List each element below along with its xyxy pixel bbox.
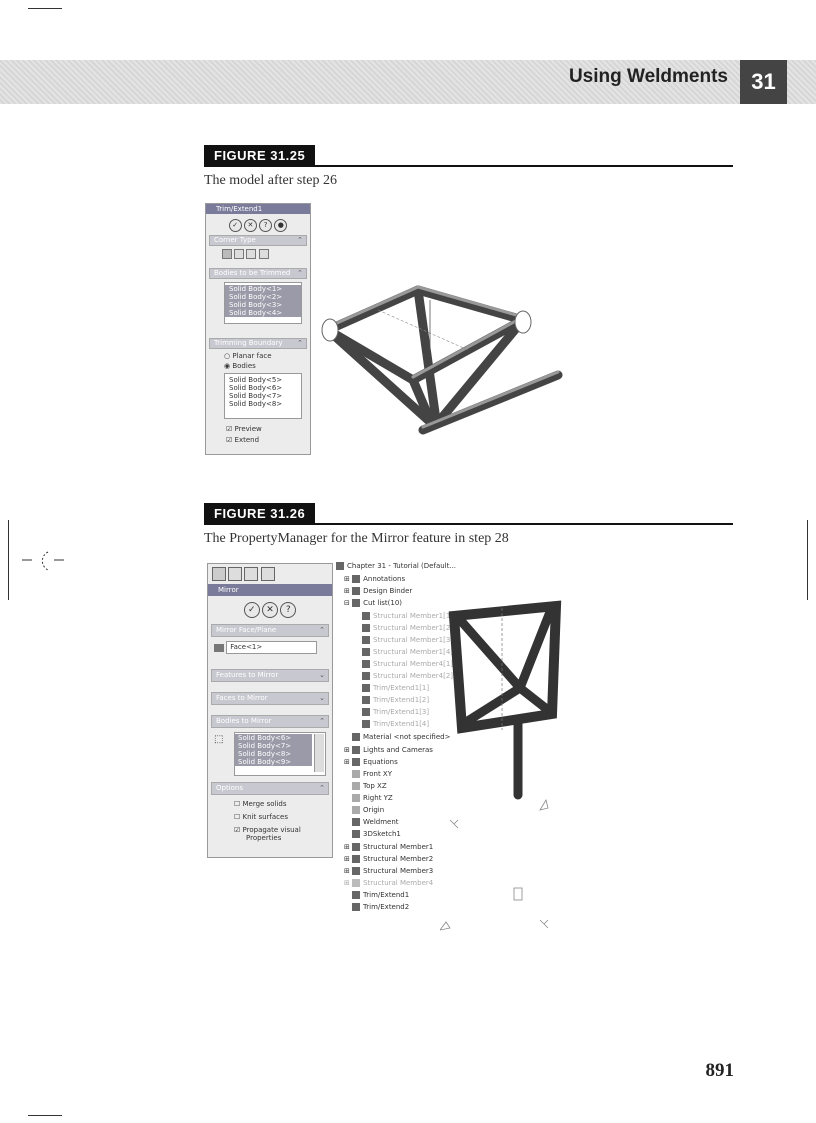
solid-body-icon [362,660,370,668]
tree-item-structural-member[interactable]: ⊞ Structural Member1 [344,843,434,851]
chapter-title: Using Weldments [568,66,728,87]
list-item[interactable]: Solid Body<9> [235,758,312,766]
chevron-up-icon: ⌃ [297,339,303,347]
checkbox-extend[interactable]: ☑ Extend [226,436,260,444]
tree-item[interactable]: Structural Member1[2] [362,623,453,633]
end-butt1-icon[interactable] [246,249,256,259]
crop-mark [807,520,808,600]
tree-item[interactable]: Trim/Extend1[4] [362,719,429,729]
figure-caption: The PropertyManager for the Mirror feature in step 28 [204,531,509,546]
chevron-up-icon: ⌃ [319,626,325,634]
bodies-to-mirror-list[interactable] [234,732,326,776]
solid-body-icon [362,672,370,680]
mirror-model-view [440,600,570,940]
list-item[interactable]: Solid Body<8> [229,400,283,408]
figure-rule [314,523,733,525]
crop-mark [28,1115,62,1116]
mirror-face-row [208,637,332,655]
origin-icon [352,806,360,814]
group-options[interactable]: Options ⌃ [211,782,329,795]
tree-item-annotations[interactable]: ⊞ Annotations [344,575,406,583]
property-manager-tab-icon[interactable] [228,567,242,581]
ok-cancel-row [206,214,310,235]
crop-mark [8,520,9,600]
checkbox-merge-solids[interactable]: ☐ Merge solids [234,800,287,808]
tree-item-trim-extend[interactable]: Trim/Extend1 [352,890,409,900]
cancel-button[interactable]: ✕ [244,219,257,232]
tree-item-design-binder[interactable]: ⊞ Design Binder [344,587,413,595]
trim-extend-propertymanager [205,203,311,455]
tree-item-structural-member[interactable]: ⊞ Structural Member4 [344,879,434,887]
cancel-button[interactable]: ✕ [262,602,278,618]
tree-item-material[interactable]: Material <not specified> [352,732,450,742]
radio-planar-face[interactable]: ○ Planar face [224,352,272,360]
figure-label: FIGURE 31.25 [204,145,315,167]
bodies-to-trim-list[interactable] [224,282,302,324]
list-item[interactable]: Solid Body<4> [225,309,301,317]
corner-type-buttons [206,246,310,264]
solid-body-icon [362,624,370,632]
tree-item-front-plane[interactable]: Front XY [352,769,392,779]
solid-body-icon: ⬚ [214,734,224,745]
chevron-down-icon: ⌄ [319,694,325,702]
structural-member-icon [352,879,360,887]
manager-tabs [208,564,332,584]
tree-item[interactable]: Trim/Extend1[1] [362,683,429,693]
figure-caption: The model after step 26 [204,173,337,188]
structural-member-icon [352,843,360,851]
chapter-number-badge: 31 [740,60,787,104]
tree-item-3dsketch[interactable]: 3DSketch1 [352,829,401,839]
radio-bodies[interactable]: ◉ Bodies [224,362,256,370]
solid-body-icon [362,684,370,692]
material-icon [352,733,360,741]
annotations-icon [352,575,360,583]
equations-icon [352,758,360,766]
boundary-list[interactable] [224,373,302,419]
list-item[interactable]: Solid Body<1> [225,285,301,293]
figure-rule [314,165,733,167]
tree-item-lights[interactable]: ⊞ Lights and Cameras [344,746,433,754]
group-bodies-to-trim[interactable]: Bodies to be Trimmed ⌃ [209,268,307,279]
crop-mark [28,8,62,9]
plane-icon [352,770,360,778]
structural-member-icon [352,867,360,875]
structural-member-icon [352,855,360,863]
end-butt2-icon[interactable] [259,249,269,259]
list-item[interactable]: Solid Body<3> [225,301,301,309]
chevron-up-icon: ⌃ [297,236,303,244]
list-item[interactable]: Solid Body<6> [235,734,312,742]
face-selection-icon [214,644,224,652]
registration-mark [22,548,66,576]
tree-item[interactable]: Trim/Extend1[2] [362,695,429,705]
checkbox-knit-surfaces[interactable]: ☐ Knit surfaces [234,813,288,821]
tree-item-trim-extend[interactable]: Trim/Extend2 [352,902,409,912]
tree-item[interactable]: Structural Member1[4] [362,647,453,657]
page-number: 891 [705,1060,734,1081]
part-icon [336,562,344,570]
trim-extend-icon [352,891,360,899]
mirror-propertymanager [207,563,333,858]
panel-title: Trim/Extend1 [206,204,310,214]
weldment-icon [352,818,360,826]
solid-body-icon [362,696,370,704]
help-button[interactable]: ? [280,602,296,618]
tree-item-structural-member[interactable]: ⊞ Structural Member3 [344,867,434,875]
sketch-icon [352,830,360,838]
chevron-up-icon: ⌃ [297,269,303,277]
propagate-label-line2: Properties [246,834,282,842]
chevron-up-icon: ⌃ [319,717,325,725]
panel-title: Mirror [208,584,332,596]
ok-cancel-row [208,596,332,622]
cut-list-icon [352,599,360,607]
list-item[interactable]: Solid Body<7> [235,742,312,750]
list-item[interactable]: Solid Body<2> [225,293,301,301]
design-binder-icon [352,587,360,595]
tree-item-top-plane[interactable]: Top XZ [352,781,387,791]
lights-icon [352,746,360,754]
tree-item-right-plane[interactable]: Right YZ [352,793,393,803]
trim-extend-icon [352,903,360,911]
ok-button[interactable]: ✓ [229,219,242,232]
tree-item-equations[interactable]: ⊞ Equations [344,758,398,766]
weldment-model-view [318,270,568,440]
mirror-face-input[interactable]: Face<1> [226,641,317,654]
end-miter-icon[interactable] [234,249,244,259]
list-item[interactable]: Solid Body<5> [229,376,283,384]
list-item[interactable]: Solid Body<8> [235,750,312,758]
list-item[interactable]: Solid Body<7> [229,392,283,400]
pushpin-button[interactable]: ● [274,219,287,232]
plane-icon [352,794,360,802]
tree-item-origin[interactable]: Origin [352,805,384,815]
checkbox-propagate-visual[interactable]: ☑ Propagate visual [234,826,301,834]
feature-manager-tab-icon[interactable] [212,567,226,581]
solid-body-icon [362,636,370,644]
ok-button[interactable]: ✓ [244,602,260,618]
chevron-down-icon: ⌄ [319,671,325,679]
checkbox-preview[interactable]: ☑ Preview [226,425,262,433]
tree-item[interactable]: Structural Member4[1] [362,659,453,669]
bodies-to-mirror-row [208,732,332,776]
solid-body-icon [362,708,370,716]
tree-item[interactable]: Structural Member4[2] [362,671,453,681]
solid-body-icon [362,720,370,728]
solid-body-icon [362,648,370,656]
group-bodies-to-mirror[interactable]: Bodies to Mirror ⌃ [211,715,329,728]
help-button[interactable]: ? [259,219,272,232]
group-faces-to-mirror[interactable]: Faces to Mirror ⌄ [211,692,329,705]
tree-item-weldment[interactable]: Weldment [352,817,399,827]
end-trim-icon[interactable] [222,249,232,259]
solid-body-icon [362,612,370,620]
group-corner-type[interactable]: Corner Type ⌃ [209,235,307,246]
tree-item[interactable]: Structural Member1[1] [362,611,453,621]
dimxpert-tab-icon[interactable] [261,567,275,581]
plane-icon [352,782,360,790]
group-mirror-face[interactable]: Mirror Face/Plane ⌃ [211,624,329,637]
configuration-manager-tab-icon[interactable] [244,567,258,581]
chevron-up-icon: ⌃ [319,784,325,792]
list-scrollbar[interactable] [314,734,324,772]
list-item[interactable]: Solid Body<6> [229,384,283,392]
tree-root[interactable]: Chapter 31 - Tutorial (Default... [336,561,456,571]
tree-item[interactable]: Structural Member1[3] [362,635,453,645]
tree-item[interactable]: Trim/Extend1[3] [362,707,429,717]
tree-item-structural-member[interactable]: ⊞ Structural Member2 [344,855,434,863]
group-features-to-mirror[interactable]: Features to Mirror ⌄ [211,669,329,682]
figure-label: FIGURE 31.26 [204,503,315,525]
tree-item-cut-list[interactable]: ⊟ Cut list(10) [344,599,403,607]
group-trimming-boundary[interactable]: Trimming Boundary ⌃ [209,338,307,349]
